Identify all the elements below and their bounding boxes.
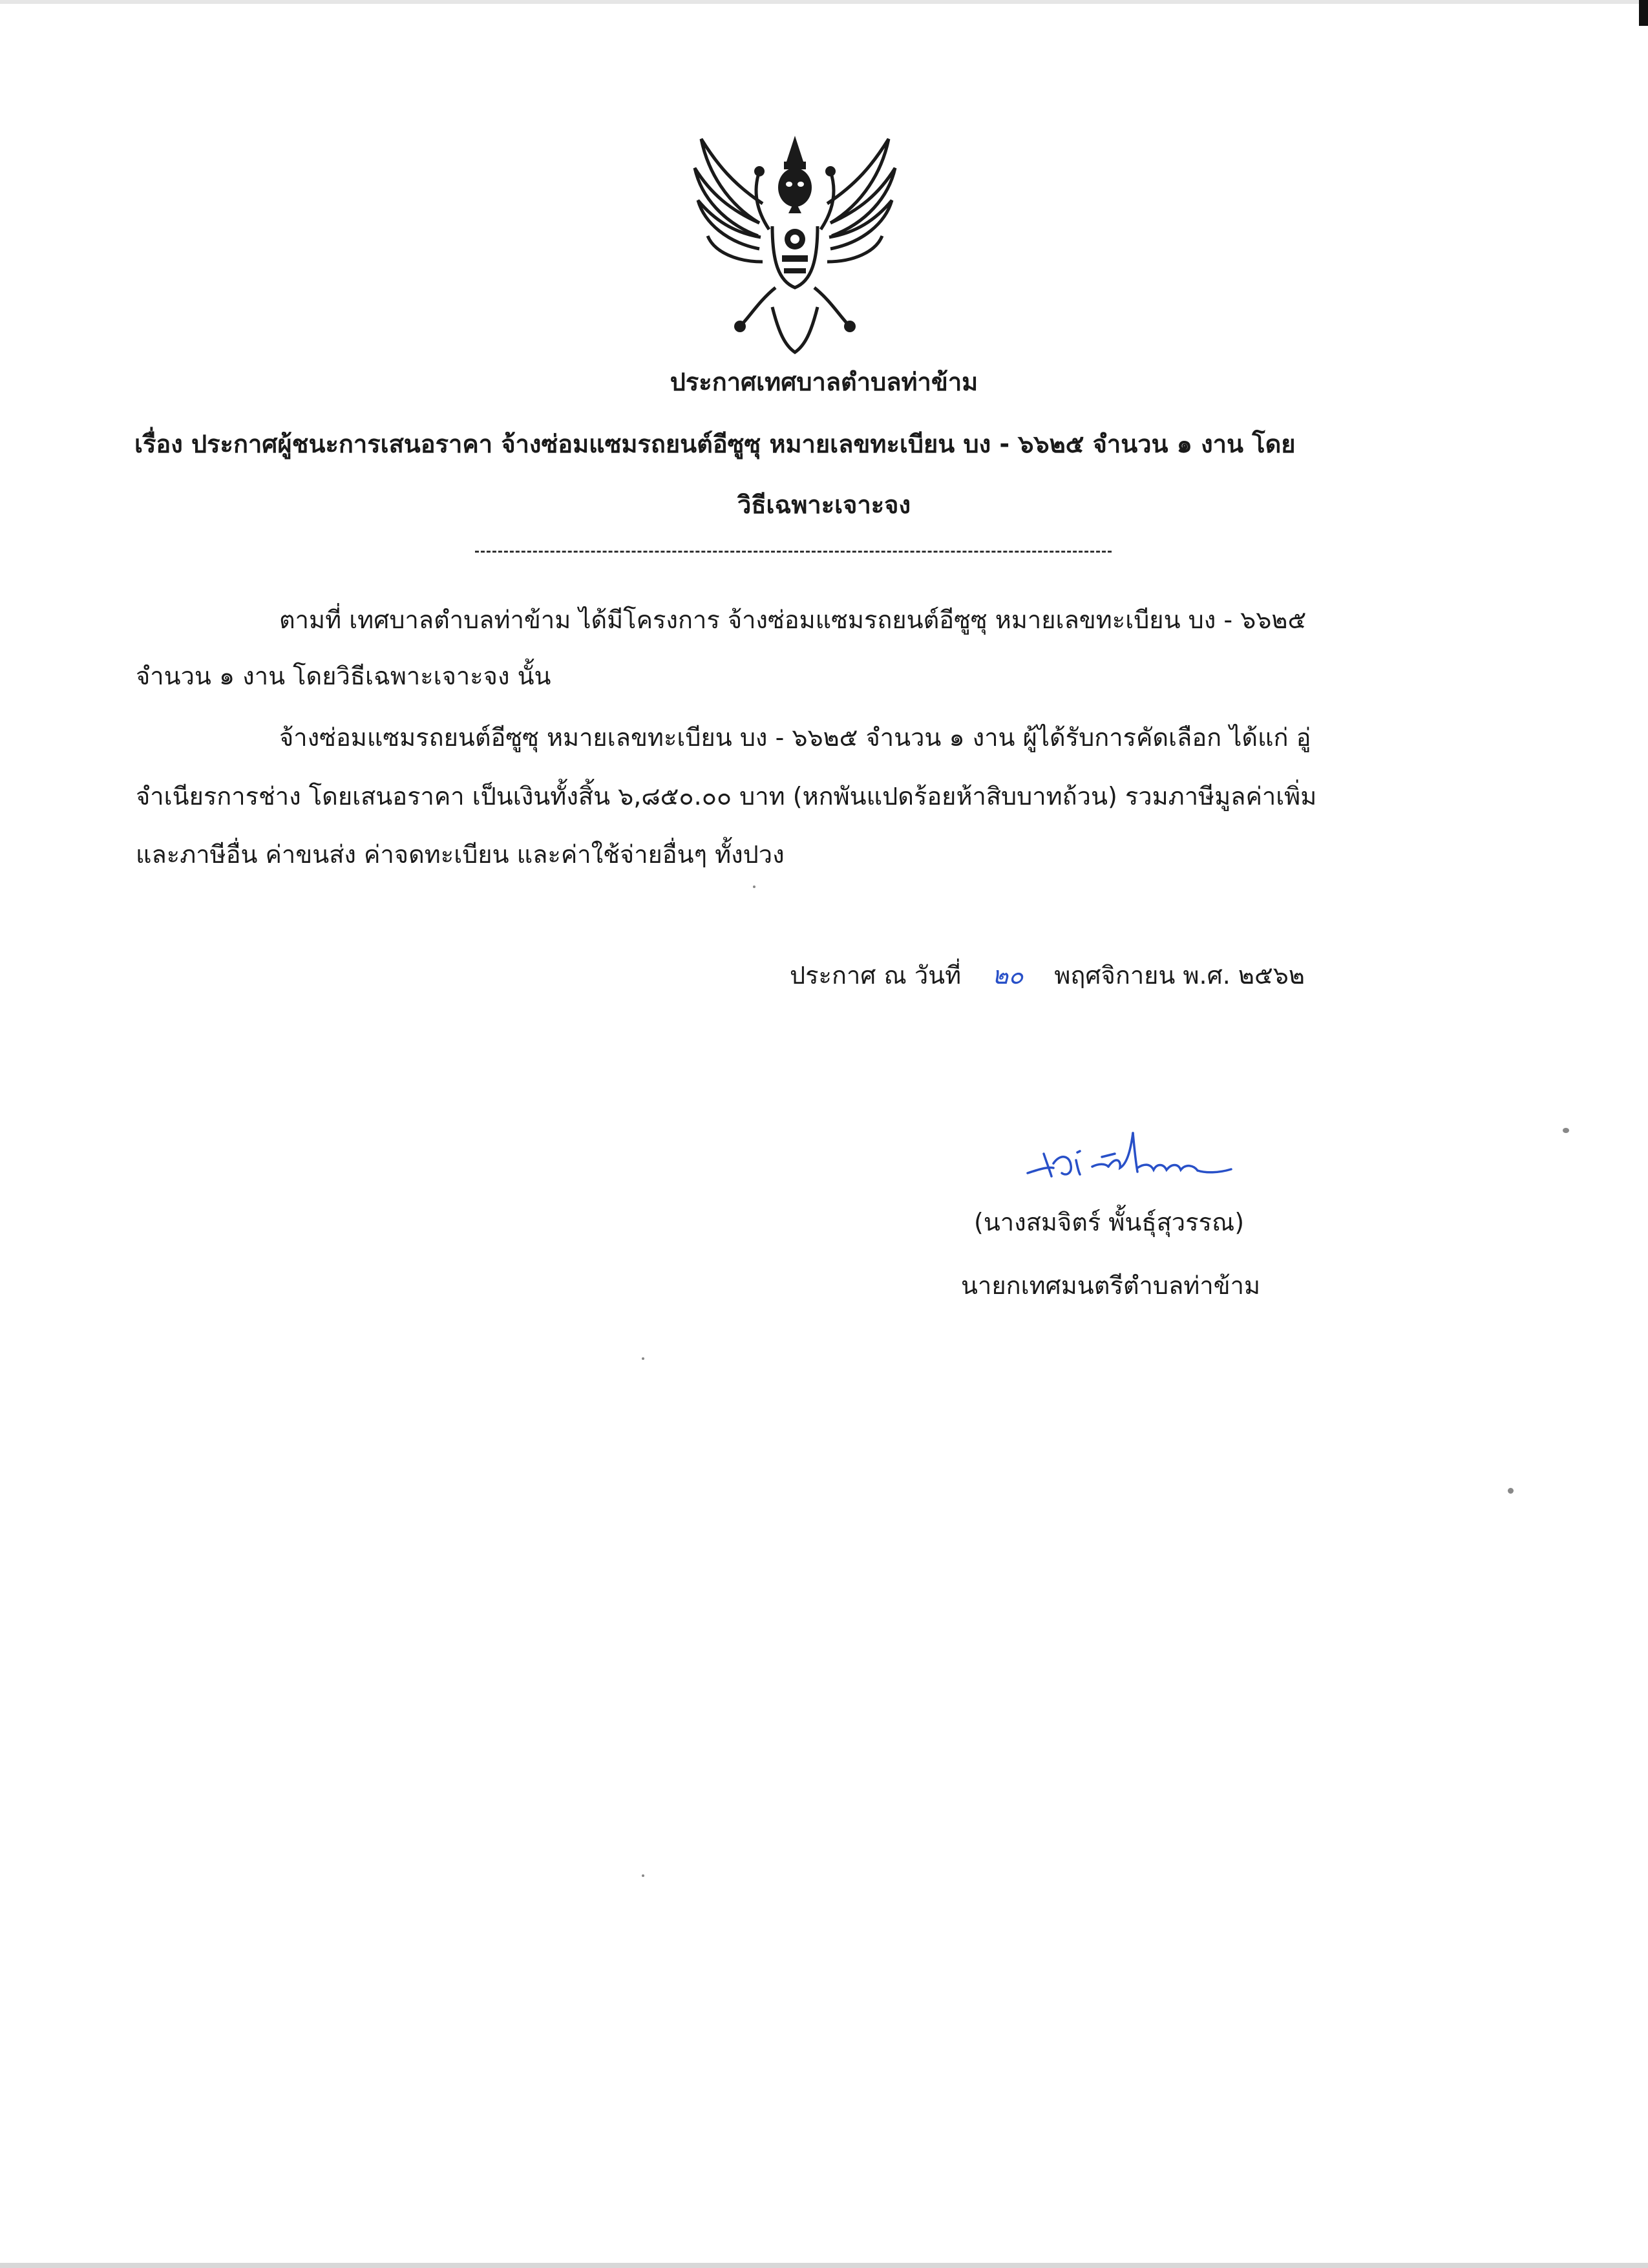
date-day: ๒๐ — [992, 961, 1024, 990]
scan-edge-mark — [1639, 0, 1648, 26]
signatory-position: นายกเทศมนตรีตำบลท่าข้าม — [961, 1271, 1261, 1300]
scan-edge-top — [0, 0, 1648, 4]
date-month-year: พฤศจิกายน พ.ศ. ๒๕๖๒ — [1054, 961, 1305, 990]
separator — [475, 551, 1112, 553]
scan-speck — [642, 1357, 644, 1360]
paragraph-2-line-3: และภาษีอื่น ค่าขนส่ง ค่าจดทะเบียน และค่าใช้จ่ายอื่นๆ ทั้งปวง — [136, 840, 785, 869]
paragraph-2-line-2: จำเนียรการช่าง โดยเสนอราคา เป็นเงินทั้งสิ้น ๖,๘๕๐.๐๐ บาท (หกพันแปดร้อยห้าสิบบาทถ้วน) รวมภาษีมูลค่าเพิ่ม — [136, 782, 1317, 811]
subject-line-1: เรื่อง ประกาศผู้ชนะการเสนอราคา จ้างซ่อมแซมรถยนต์อีซูซุ หมายเลขทะเบียน บง - ๖๖๒๕ จำนวน ๑ งาน โดย — [134, 430, 1296, 458]
date-prefix: ประกาศ ณ วันที่ — [790, 961, 962, 990]
paragraph-1-line-1: ตามที่ เทศบาลตำบลท่าข้าม ได้มีโครงการ จ้างซ่อมแซมรถยนต์อีซูซุ หมายเลขทะเบียน บง - ๖๖๒๕ — [279, 606, 1307, 634]
announcement-title: ประกาศเทศบาลตำบลท่าข้าม — [670, 368, 978, 396]
paragraph-1-line-2: จำนวน ๑ งาน โดยวิธีเฉพาะเจาะจง นั้น — [136, 662, 551, 690]
scan-speck — [753, 885, 755, 888]
scan-speck — [1508, 1488, 1514, 1494]
signatory-name: (นางสมจิตร์ พั้นธุ์สุวรรณ) — [974, 1208, 1245, 1236]
scan-edge-bottom — [0, 2263, 1648, 2268]
paragraph-2-line-1: จ้างซ่อมแซมรถยนต์อีซูซุ หมายเลขทะเบียน บง - ๖๖๒๕ จำนวน ๑ งาน ผู้ได้รับการคัดเลือก ได้แก่ อู่ — [279, 723, 1311, 752]
subject-line-2: วิธีเฉพาะเจาะจง — [737, 491, 911, 519]
signature — [1024, 1128, 1238, 1189]
announcement-date — [790, 960, 1305, 991]
scan-speck — [642, 1874, 644, 1877]
garuda-emblem — [688, 132, 902, 355]
scan-speck — [1563, 1128, 1569, 1133]
